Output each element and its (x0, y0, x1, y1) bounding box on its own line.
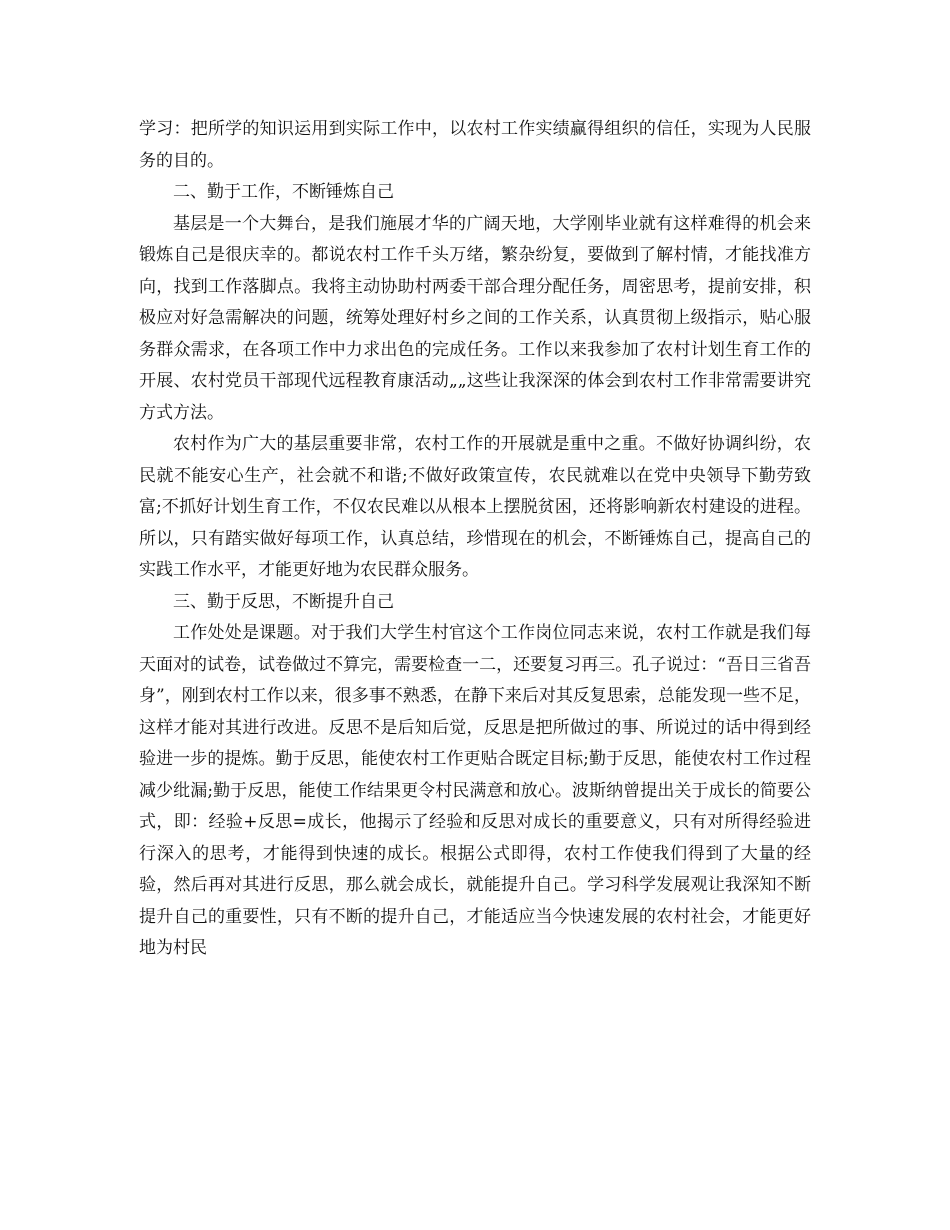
paragraph-rural-work: 农村作为广大的基层重要非常，农村工作的开展就是重中之重。不做好协调纠纷，农民就不能安心生产，社会就不和谐;不做好政策宣传，农民就难以在党中央领导下勤劳致富;不抓好计划生育工作，不仅农民难以从根本上摆脱贫困，还将影响新农村建设的进程。所以，只有踏实做好每项工作，认真总结，珍惜现在的机会，不断锤炼自己，提高自己的实践工作水平，才能更好地为农民群众服务。 (139, 434, 811, 580)
paragraph-reflection: 工作处处是课题。对于我们大学生村官这个工作岗位同志来说，农村工作就是我们每天面对的试卷，试卷做过不算完，需要检查一二，还要复习再三。孔子说过：“吾日三省吾身”，刚到农村工作以来，很多事不熟悉，在静下来后对其反复思索，总能发现一些不足，这样才能对其进行改进。反思不是后知后觉，反思是把所做过的事、所说过的话中得到经验进一步的提炼。勤于反思，能使农村工作更贴合既定目标;勤于反思，能使农村工作过程减少纰漏;勤于反思，能使工作结果更令村民满意和放心。波斯纳曾提出关于成长的简要公式，即：经验+反思=成长，他揭示了经验和反思对成长的重要意义，只有对所得经验进行深入的思考，才能得到快速的成长。根据公式即得，农村工作使我们得到了大量的经验，然后再对其进行反思，那么就会成长，就能提升自己。学习科学发展观让我深知不断提升自己的重要性，只有不断的提升自己，才能适应当今快速发展的农村社会，才能更好地为村民 (139, 623, 811, 958)
paragraph-grassroots: 基层是一个大舞台，是我们施展才华的广阔天地，大学刚毕业就有这样难得的机会来锻炼自己是很庆幸的。都说农村工作千头万绪，繁杂纷复，要做到了解村情，才能找准方向，找到工作落脚点。我将主动协助村两委干部合理分配任务，周密思考，提前安排，积极应对好急需解决的问题，统筹处理好村乡之间的工作关系，认真贯彻上级指示，贴心服务群众需求，在各项工作中力求出色的完成任务。工作以来我参加了农村计划生育工作的开展、农村党员干部现代远程教育康活动„„这些让我深深的体会到农村工作非常需要讲究方式方法。 (139, 213, 811, 423)
section-heading-2: 二、勤于工作，不断锤炼自己 (173, 182, 394, 202)
section-heading-3: 三、勤于反思，不断提升自己 (173, 591, 394, 612)
paragraph-continuation: 学习：把所学的知识运用到实际工作中，以农村工作实绩赢得组织的信任，实现为人民服务的目的。 (139, 119, 811, 171)
document-page (139, 114, 811, 965)
